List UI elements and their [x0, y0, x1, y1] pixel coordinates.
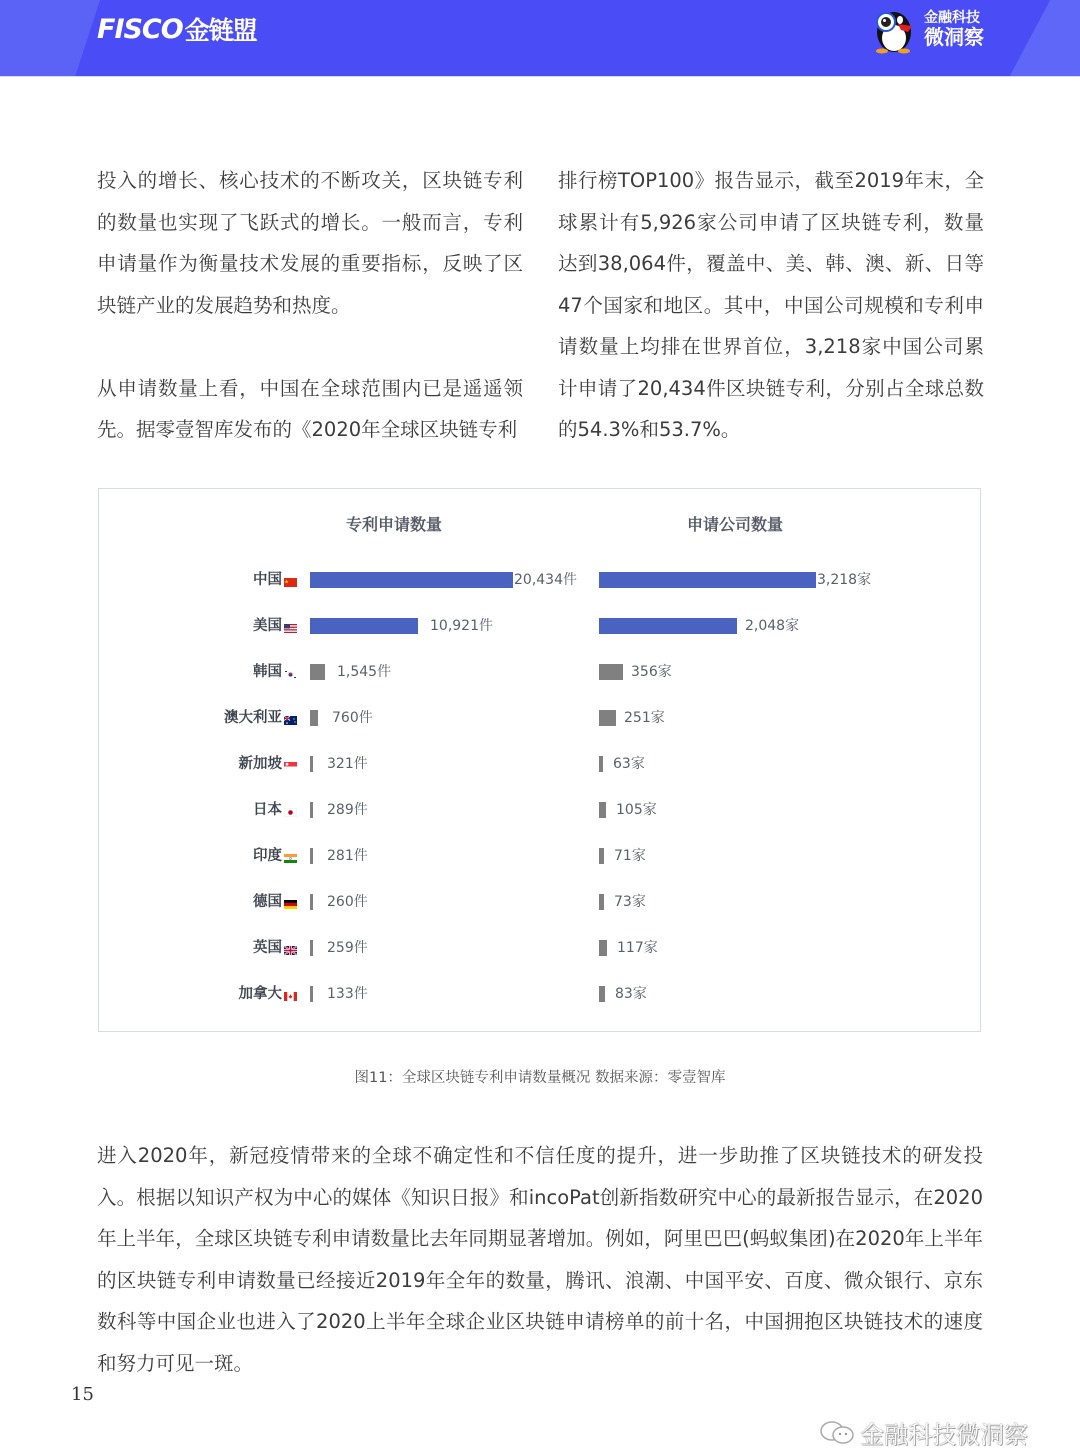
bar-家-4	[599, 756, 603, 772]
data-label: 251家	[624, 710, 665, 726]
bar-件-8	[310, 940, 313, 956]
data-label: 1,545件	[337, 664, 392, 680]
data-label: 73家	[614, 894, 646, 910]
flag-in-icon	[284, 848, 297, 857]
flag-jp-icon	[284, 802, 297, 811]
bar-件-1	[310, 618, 418, 634]
bar-家-3	[599, 710, 616, 726]
bar-家-7	[599, 894, 604, 910]
data-label: 760件	[332, 710, 373, 726]
flag-gb-icon	[284, 940, 297, 949]
watermark	[818, 1415, 1028, 1450]
bar-件-6	[310, 848, 313, 864]
bar-件-3	[310, 710, 318, 726]
fisco-logo-cn: 金链盟	[184, 16, 257, 45]
bar-件-2	[310, 664, 325, 680]
data-label: 133件	[327, 986, 368, 1002]
paragraph: 排行榜TOP100》报告显示，截至2019年末，全球累计有5,926家公司申请了区块链专利，数量达到38,064件，覆盖中、美、韩、澳、新、日等47个国家和地区。其中，中国公司规模和专利申请数量上均排在世界首位，3,218家中国公司累计申请了20,434件区块链专利，分别占全球总数的54.3%和53.7%。	[558, 169, 984, 441]
bar-家-1	[599, 618, 737, 634]
data-label: 10,921件	[430, 618, 493, 634]
data-label: 3,218家	[817, 572, 872, 588]
category-label: 德国	[253, 894, 282, 910]
text-column-right	[558, 160, 984, 451]
logo-right-line2: 微洞察	[924, 25, 984, 49]
bar-件-7	[310, 894, 313, 910]
flag-de-icon	[284, 894, 297, 903]
data-label: 63家	[613, 756, 645, 772]
data-label: 83家	[615, 986, 647, 1002]
chart-title-patents: 专利申请数量	[345, 515, 442, 534]
header-accent-left	[0, 0, 100, 76]
data-label: 117家	[617, 940, 658, 956]
header-accent-right	[1010, 0, 1080, 76]
data-label: 281件	[327, 848, 368, 864]
wechat-icon	[818, 1419, 858, 1447]
flag-sg-icon	[284, 756, 297, 765]
logo-right-line1: 金融科技	[924, 10, 980, 26]
watermark-text: 金融科技微洞察	[860, 1421, 1028, 1449]
penguin-mascot-icon	[868, 4, 918, 54]
category-label: 日本	[253, 802, 282, 818]
bar-家-0	[599, 572, 816, 588]
bar-家-8	[599, 940, 607, 956]
figure-caption: 图11：全球区块链专利申请数量概况 数据来源：零壹智库	[354, 1070, 726, 1086]
flag-cn-icon	[284, 572, 297, 581]
text-column-left	[97, 160, 523, 451]
bar-家-9	[599, 986, 605, 1002]
category-label: 韩国	[253, 664, 282, 680]
data-label: 105家	[616, 802, 657, 818]
category-label: 美国	[253, 618, 282, 634]
page-header	[0, 0, 1080, 77]
bar-件-5	[310, 802, 313, 818]
body-paragraph-block	[97, 1135, 983, 1384]
flag-us-icon	[284, 618, 297, 627]
data-label: 71家	[614, 848, 646, 864]
bar-件-4	[310, 756, 313, 772]
flag-au-icon	[284, 710, 297, 719]
data-label: 2,048家	[745, 618, 800, 634]
data-label: 321件	[327, 756, 368, 772]
bar-家-5	[599, 802, 606, 818]
bar-件-0	[310, 572, 513, 588]
category-label: 中国	[253, 572, 282, 588]
category-label: 加拿大	[238, 986, 282, 1002]
paragraph: 从申请数量上看，中国在全球范围内已是遥遥领先。据零壹智库发布的《2020年全球区块链专利	[97, 376, 523, 441]
fisco-logo-latin: FISCO	[97, 13, 183, 45]
category-label: 新加坡	[238, 756, 282, 772]
data-label: 260件	[327, 894, 368, 910]
page-number: 15	[71, 1384, 94, 1405]
data-label: 356家	[631, 664, 672, 680]
category-label: 英国	[253, 940, 282, 956]
fisco-logo	[97, 12, 257, 46]
flag-kr-icon	[284, 664, 297, 673]
bar-件-9	[310, 986, 313, 1002]
category-label: 印度	[253, 848, 282, 864]
fintech-insight-logo	[868, 4, 984, 54]
bar-家-6	[599, 848, 604, 864]
data-label: 289件	[327, 802, 368, 818]
category-label: 澳大利亚	[224, 710, 282, 726]
data-label: 259件	[327, 940, 368, 956]
chart-title-companies: 申请公司数量	[686, 515, 783, 534]
flag-ca-icon	[284, 986, 297, 995]
bar-家-2	[599, 664, 623, 680]
paragraph: 投入的增长、核心技术的不断攻关，区块链专利的数量也实现了飞跃式的增长。一般而言，专利申请量作为衡量技术发展的重要指标，反映了区块链产业的发展趋势和热度。	[97, 169, 523, 317]
data-label: 20,434件	[514, 572, 577, 588]
paragraph: 进入2020年，新冠疫情带来的全球不确定性和不信任度的提升，进一步助推了区块链技术的研发投入。根据以知识产权为中心的媒体《知识日报》和incoPat创新指数研究中心的最新报告显示，在2020年上半年，全球区块链专利申请数量比去年同期显著增加。例如，阿里巴巴(蚂蚁集团)在2020年上半年的区块链专利申请数量已经接近2019年全年的数量，腾讯、浪潮、中国平安、百度、微众银行、京东数科等中国企业也进入了2020上半年全球企业区块链申请榜单的前十名，中国拥抱区块链技术的速度和努力可见一斑。	[97, 1144, 983, 1375]
